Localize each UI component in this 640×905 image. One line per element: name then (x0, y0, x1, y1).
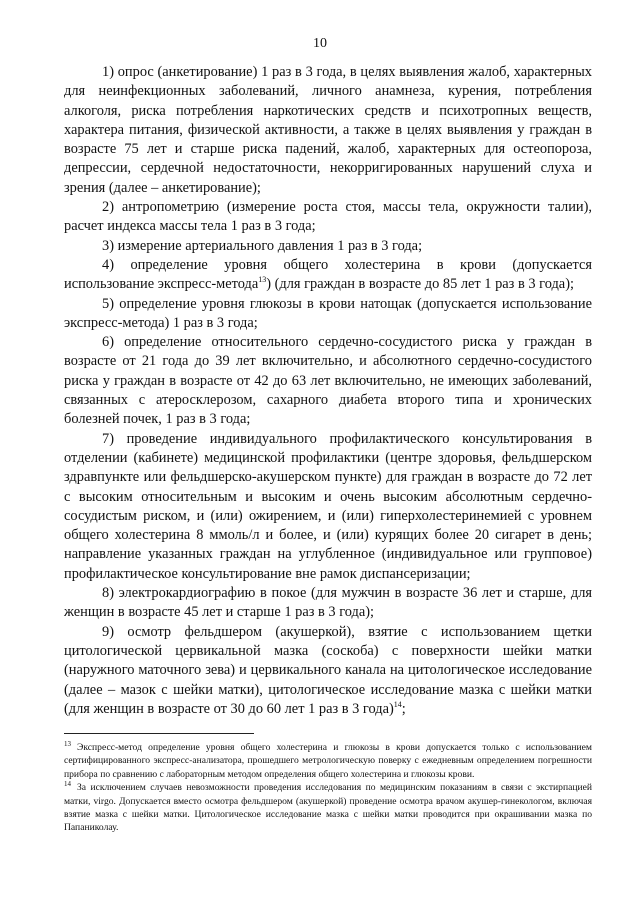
list-item: 9) осмотр фельдшером (акушеркой), взятие с использованием щетки цитологической цервикальной мазка (соскоба) с поверхности шейки матки (наружного маточного зева) и цервикального канала на цитологическое исследование (далее – мазок с шейки матки), цитологическое исследование мазка с шейки матки (для женщин в возрасте от 30 до 60 лет 1 раз в 3 года)$^{14}$; (64, 623, 592, 717)
list-item: 4) определение уровня общего холестерина в крови (допускается использование экспресс-метода$^{13}$) (для граждан в возрасте до 85 лет 1 раз в 3 года); (64, 256, 592, 293)
footnote-13: $^{13}$ Экспресс-метод определение уровня общего холестерина и глюкозы в крови допускается только с использованием сертифицированного экспресс-анализатора, прошедшего метрологическую поверку с ежедневным определением погрешности прибора по сравнению с лабораторным методом определения общего холестерина и глюкозы крови. (64, 739, 592, 780)
footnote-ref: 14 (393, 700, 402, 709)
page-number: 10 (313, 36, 327, 51)
footnote-number: 13 (64, 739, 71, 748)
list-item: 3) измерение артериального давления 1 раз в 3 года; (102, 237, 423, 254)
document-body (64, 63, 592, 719)
list-item: 2) антропометрию (измерение роста стоя, массы тела, окружности талии), расчет индекса массы тела 1 раз в 3 года; (64, 199, 592, 235)
list-item: 5) определение уровня глюкозы в крови натощак (допускается использование экспресс-метода) 1 раз в 3 года; (64, 295, 592, 331)
footnote-14: $^{14}$ За исключением случаев невозможности проведения исследования по медицинским показаниям в связи с экстирпацией матки, virgo. Допускается вместо осмотра фельдшером (акушеркой) проведение осмотра врачом акушер-гинекологом, включая взятие мазка с шейки матки. Цитологическое исследование мазка с шейки матки проводится при окрашивании мазка по Папаниколау. (64, 780, 592, 834)
footnotes (64, 741, 592, 835)
list-item: 1) опрос (анкетирование) 1 раз в 3 года, в целях выявления жалоб, характерных для неинфекционных заболеваний, личного анамнеза, курения, потребления алкоголя, риска потребления наркотических средств и психотропных веществ, характера питания, физической активности, а также в целях выявления у граждан в возрасте 75 лет и старше риска падений, жалоб, характерных для остеопороза, депрессии, сердечной недостаточности, некорригированных нарушений слуха и зрения (далее – анкетирование); (64, 64, 592, 196)
list-item: 7) проведение индивидуального профилактического консультирования в отделении (кабинете) медицинской профилактики (центре здоровья, фельдшерском здравпункте или фельдшерско-акушерском пункте) для граждан в возрасте до 72 лет с высоким относительным и высоким и очень высоким абсолютным сердечно-сосудистым риском, и (или) ожирением, и (или) гиперхолестеринемией с уровнем общего холестерина 8 ммоль/л и более, и (или) курящих более 20 сигарет в день; направление указанных граждан на углубленное (индивидуальное или групповое) профилактическое консультирование вне рамок диспансеризации; (64, 430, 592, 582)
footnote-separator (64, 733, 254, 734)
list-item: 8) электрокардиографию в покое (для мужчин в возрасте 36 лет и старше, для женщин в возрасте 45 лет и старше 1 раз в 3 года); (64, 585, 592, 621)
footnote-ref: 13 (258, 275, 267, 285)
list-item: 6) определение относительного сердечно-сосудистого риска у граждан в возрасте от 21 года до 39 лет включительно, и абсолютного сердечно-сосудистого риска у граждан в возрасте от 42 до 63 лет включительно, не имеющих заболеваний, связанных с атеросклерозом, сахарного диабета второго типа и хронических болезней почек, 1 раз в 3 года; (64, 334, 592, 428)
footnote-number: 14 (64, 780, 71, 789)
